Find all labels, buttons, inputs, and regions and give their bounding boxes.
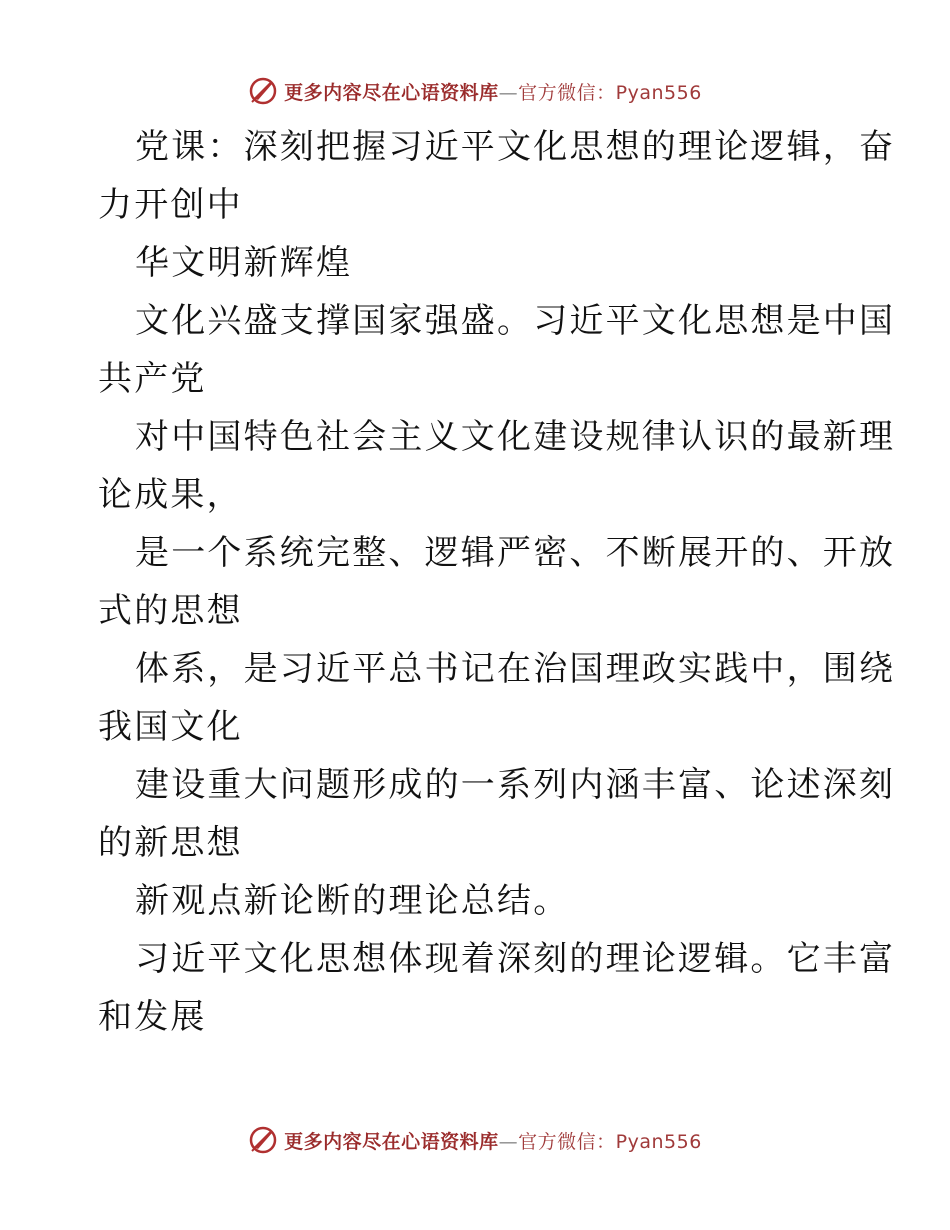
banner-slogan: 更多内容尽在心语资料库 [284,81,499,104]
text-line: 共产党 [98,359,207,399]
banner-text [284,78,702,105]
text-line: 体系，是习近平总书记在治国理政实践中，围绕 [135,649,896,689]
text-line: 是一个系统完整、逻辑严密、不断展开的、开放 [135,533,896,573]
text-line: 对中国特色社会主义文化建设规律认识的最新理 [135,417,896,457]
text-line: 力开创中 [98,185,243,225]
banner-separator: — [498,1130,519,1153]
text-line: 式的思想 [98,591,243,631]
text-line: 新观点新论断的理论总结。 [135,881,570,921]
banner-slogan: 更多内容尽在心语资料库 [284,1130,499,1153]
banner-wechat: 官方微信：Pyan556 [518,81,702,104]
text-line: 的新思想 [98,823,243,863]
banner-separator: — [498,81,519,104]
text-line: 和发展 [98,997,207,1037]
footer-banner [0,1120,950,1160]
text-line: 习近平文化思想体现着深刻的理论逻辑。它丰富 [135,939,896,979]
quill-logo-icon [248,1125,278,1155]
quill-logo-icon [248,76,278,106]
banner-wechat: 官方微信：Pyan556 [518,1130,702,1153]
text-line: 华文明新辉煌 [135,243,353,283]
document-body [98,118,896,1046]
text-line: 党课：深刻把握习近平文化思想的理论逻辑，奋 [135,127,896,167]
text-line: 建设重大问题形成的一系列内涵丰富、论述深刻 [135,765,896,805]
banner-text [284,1127,702,1154]
text-line: 论成果， [98,475,243,515]
text-line: 文化兴盛支撑国家强盛。习近平文化思想是中国 [135,301,896,341]
text-line: 我国文化 [98,707,243,747]
header-banner [0,71,950,111]
